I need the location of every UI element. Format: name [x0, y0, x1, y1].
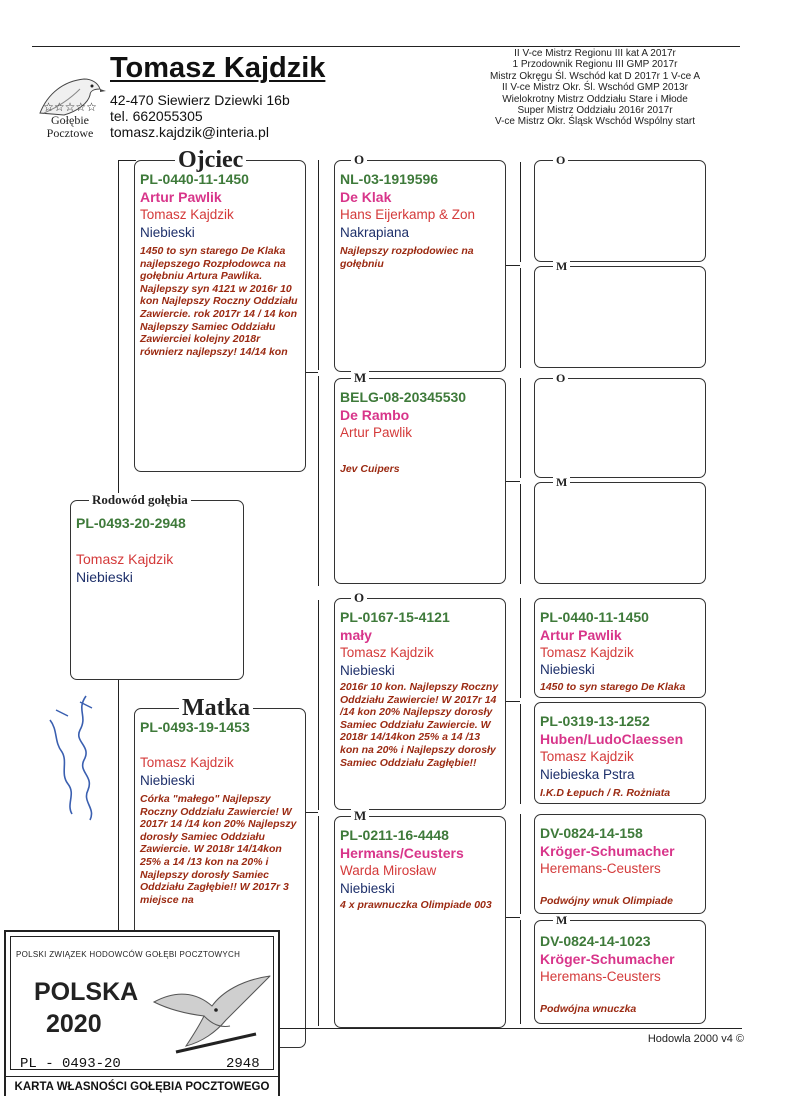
title-line: Super Mistrz Oddziału 2016r 2017r [517, 105, 673, 117]
mf-owner: Tomasz Kajdzik [340, 645, 434, 660]
mmm-name: Kröger-Schumacher [540, 951, 675, 967]
mmm-note: Podwójna wnuczka [540, 1003, 637, 1015]
ff-ring: NL-03-1919596 [340, 171, 439, 187]
mf-name: mały [340, 627, 372, 643]
fm-label: M [351, 371, 369, 384]
mmm-ring: DV-0824-14-1023 [540, 933, 651, 949]
mfm-name: Huben/LudoClaessen [540, 731, 684, 747]
mmm-owner: Heremans-Ceusters [540, 969, 661, 984]
title-line: Mistrz Okręgu Śl. Wschód kat D 2017r 1 V-ce A [489, 70, 701, 82]
mother-color: Niebieski [140, 773, 195, 788]
father-color: Niebieski [140, 225, 195, 240]
fmf-card [534, 371, 706, 478]
fmf-label: O [553, 372, 568, 384]
logo-line1: Gołębie [51, 113, 89, 127]
mmf-card [534, 814, 706, 914]
mff-name: Artur Pawlik [540, 627, 622, 643]
mm-note: 4 x prawnuczka Olimpiade 003 [340, 899, 492, 911]
title-line: II V-ce Mistrz Okr. Śl. Wschód GMP 2013r [502, 82, 688, 94]
pigeon-owner: Tomasz Kajdzik [76, 551, 174, 567]
ownership-card-country: POLSKA [34, 978, 139, 1006]
fff-label: O [553, 154, 568, 166]
owner-address: 42-470 Siewierz Dziewki 16b [110, 92, 290, 108]
title-line: Wielokrotny Mistrz Oddziału Stare i Młode [502, 93, 688, 105]
ff-note: Najlepszy rozpłodowiec na gołębniu [340, 245, 474, 270]
mfm-color: Niebieska Pstra [540, 767, 635, 782]
mother-label: Matka [179, 696, 253, 720]
mm-color: Niebieski [340, 881, 395, 896]
father-ring: PL-0440-11-1450 [140, 171, 249, 187]
mff-card [534, 598, 706, 698]
ff-name: De Klak [340, 189, 392, 205]
ff-owner: Hans Eijerkamp & Zon [340, 207, 476, 222]
ffm-label: M [553, 260, 570, 272]
signature-icon [36, 690, 116, 840]
mm-owner: Warda Mirosław [340, 863, 437, 878]
mf-card [334, 590, 506, 810]
flying-pigeon-icon [146, 962, 276, 1062]
ownership-card-ring: PL - 0493-20 [20, 1056, 121, 1072]
ownership-card-number: 2948 [226, 1056, 260, 1072]
ownership-card [4, 930, 280, 1096]
mother-ring: PL-0493-19-1453 [140, 719, 250, 735]
fm-name: De Rambo [340, 407, 410, 423]
mff-owner: Tomasz Kajdzik [540, 645, 634, 660]
mf-note: 2016r 10 kon. Najlepszy Roczny Oddziału Zawiercie! W 2017r 14 /14 kon 20% Najlepszy dorosły Samiec Oddziału Zawiercie. W 2018r 14/14kon 25% a 14 /13 kon na 20% i Najlepszy dorosły Samiec Oddziału Zagłębie!! [340, 681, 499, 769]
mmf-owner: Heremans-Ceusters [540, 861, 661, 876]
fm-ring: BELG-08-20345530 [340, 389, 467, 405]
owner-email: tomasz.kajdzik@interia.pl [110, 124, 269, 140]
title-line: 1 Przodownik Regionu III GMP 2017r [512, 59, 678, 71]
mff-color: Niebieski [540, 662, 595, 677]
mother-owner: Tomasz Kajdzik [140, 755, 234, 770]
mff-note: 1450 to syn starego De Klaka [540, 681, 686, 693]
fm-owner: Artur Pawlik [340, 425, 413, 440]
owner-phone: tel. 662055305 [110, 108, 203, 124]
mm-ring: PL-0211-16-4448 [340, 827, 449, 843]
owner-name: Tomasz Kajdzik [110, 52, 326, 84]
father-label: Ojciec [175, 148, 246, 172]
pigeon-ring: PL-0493-20-2948 [76, 515, 186, 531]
father-note: 1450 to syn starego De Klaka najlepszego Rozpłodowca na gołębniu Artura Pawlika. Najlepszy syn 4121 w 2016r 10 kon Najlepszy Roczny Oddziału Zawiercie. rok 2017r 14 / 14 kon Najlepszy Samiec Oddziału Zawierciei kolejny 2018r równierz najlepszy! 14/14 kon [140, 245, 298, 358]
fmm-label: M [553, 476, 570, 488]
fff-card [534, 153, 706, 262]
ownership-card-year: 2020 [46, 1010, 102, 1038]
mm-name: Hermans/Ceusters [340, 845, 464, 861]
title-line: II V-ce Mistrz Regionu III kat A 2017r [514, 48, 676, 59]
mother-note: Córka "małego" Najlepszy Roczny Oddziału Zawiercie! W 2017r 14 /14 kon 20% Najlepszy dorosły Samiec Oddziału Zawiercie. W 2018r 14/14kon 25% a 14 /13 kon na 20% i Najlepszy dorosły Samiec Oddziału Zagłębie!! W 2017r 3 miejsce na [140, 793, 297, 906]
father-name: Artur Pawlik [140, 189, 222, 205]
mmf-ring: DV-0824-14-158 [540, 825, 643, 841]
fmm-card [534, 475, 706, 584]
mf-color: Niebieski [340, 663, 395, 678]
mfm-owner: Tomasz Kajdzik [540, 749, 634, 764]
mmf-note: Podwójny wnuk Olimpiade [540, 895, 674, 907]
titles-list [440, 48, 750, 128]
pedigree-label: Rodowód gołębia [89, 493, 191, 506]
mmf-name: Kröger-Schumacher [540, 843, 675, 859]
logo-stars: ☆☆☆☆☆ [43, 100, 97, 114]
pigeon-color: Niebieski [76, 569, 133, 585]
logo-line2: Pocztowe [46, 126, 94, 140]
father-card [134, 147, 306, 472]
ff-label: O [351, 153, 367, 166]
fm-note: Jev Cuipers [340, 463, 400, 475]
pigeon-card [70, 492, 244, 680]
mmm-card [534, 913, 706, 1024]
mfm-note: I.K.D Łepuch / R. Rożniata [540, 787, 671, 799]
mff-ring: PL-0440-11-1450 [540, 609, 649, 625]
mm-label: M [351, 809, 369, 822]
mfm-ring: PL-0319-13-1252 [540, 713, 650, 729]
ownership-card-title: KARTA WŁASNOŚCI GOŁĘBIA POCZTOWEGO [6, 1076, 278, 1096]
mf-ring: PL-0167-15-4121 [340, 609, 450, 625]
title-line: V-ce Mistrz Okr. Śląsk Wschód Wspólny start [494, 116, 696, 128]
mm-card [334, 808, 506, 1028]
ffm-card [534, 259, 706, 368]
mfm-card [534, 702, 706, 804]
ownership-card-org: POLSKI ZWIĄZEK HODOWCÓW GOŁĘBI POCZTOWYCH [16, 950, 241, 959]
father-owner: Tomasz Kajdzik [140, 207, 234, 222]
ff-color: Nakrapiana [340, 225, 410, 240]
mmm-label: M [553, 914, 570, 926]
software-footer: Hodowla 2000 v4 © [647, 1033, 744, 1045]
fm-card [334, 370, 506, 584]
ff-card [334, 152, 506, 372]
mf-label: O [351, 591, 367, 604]
